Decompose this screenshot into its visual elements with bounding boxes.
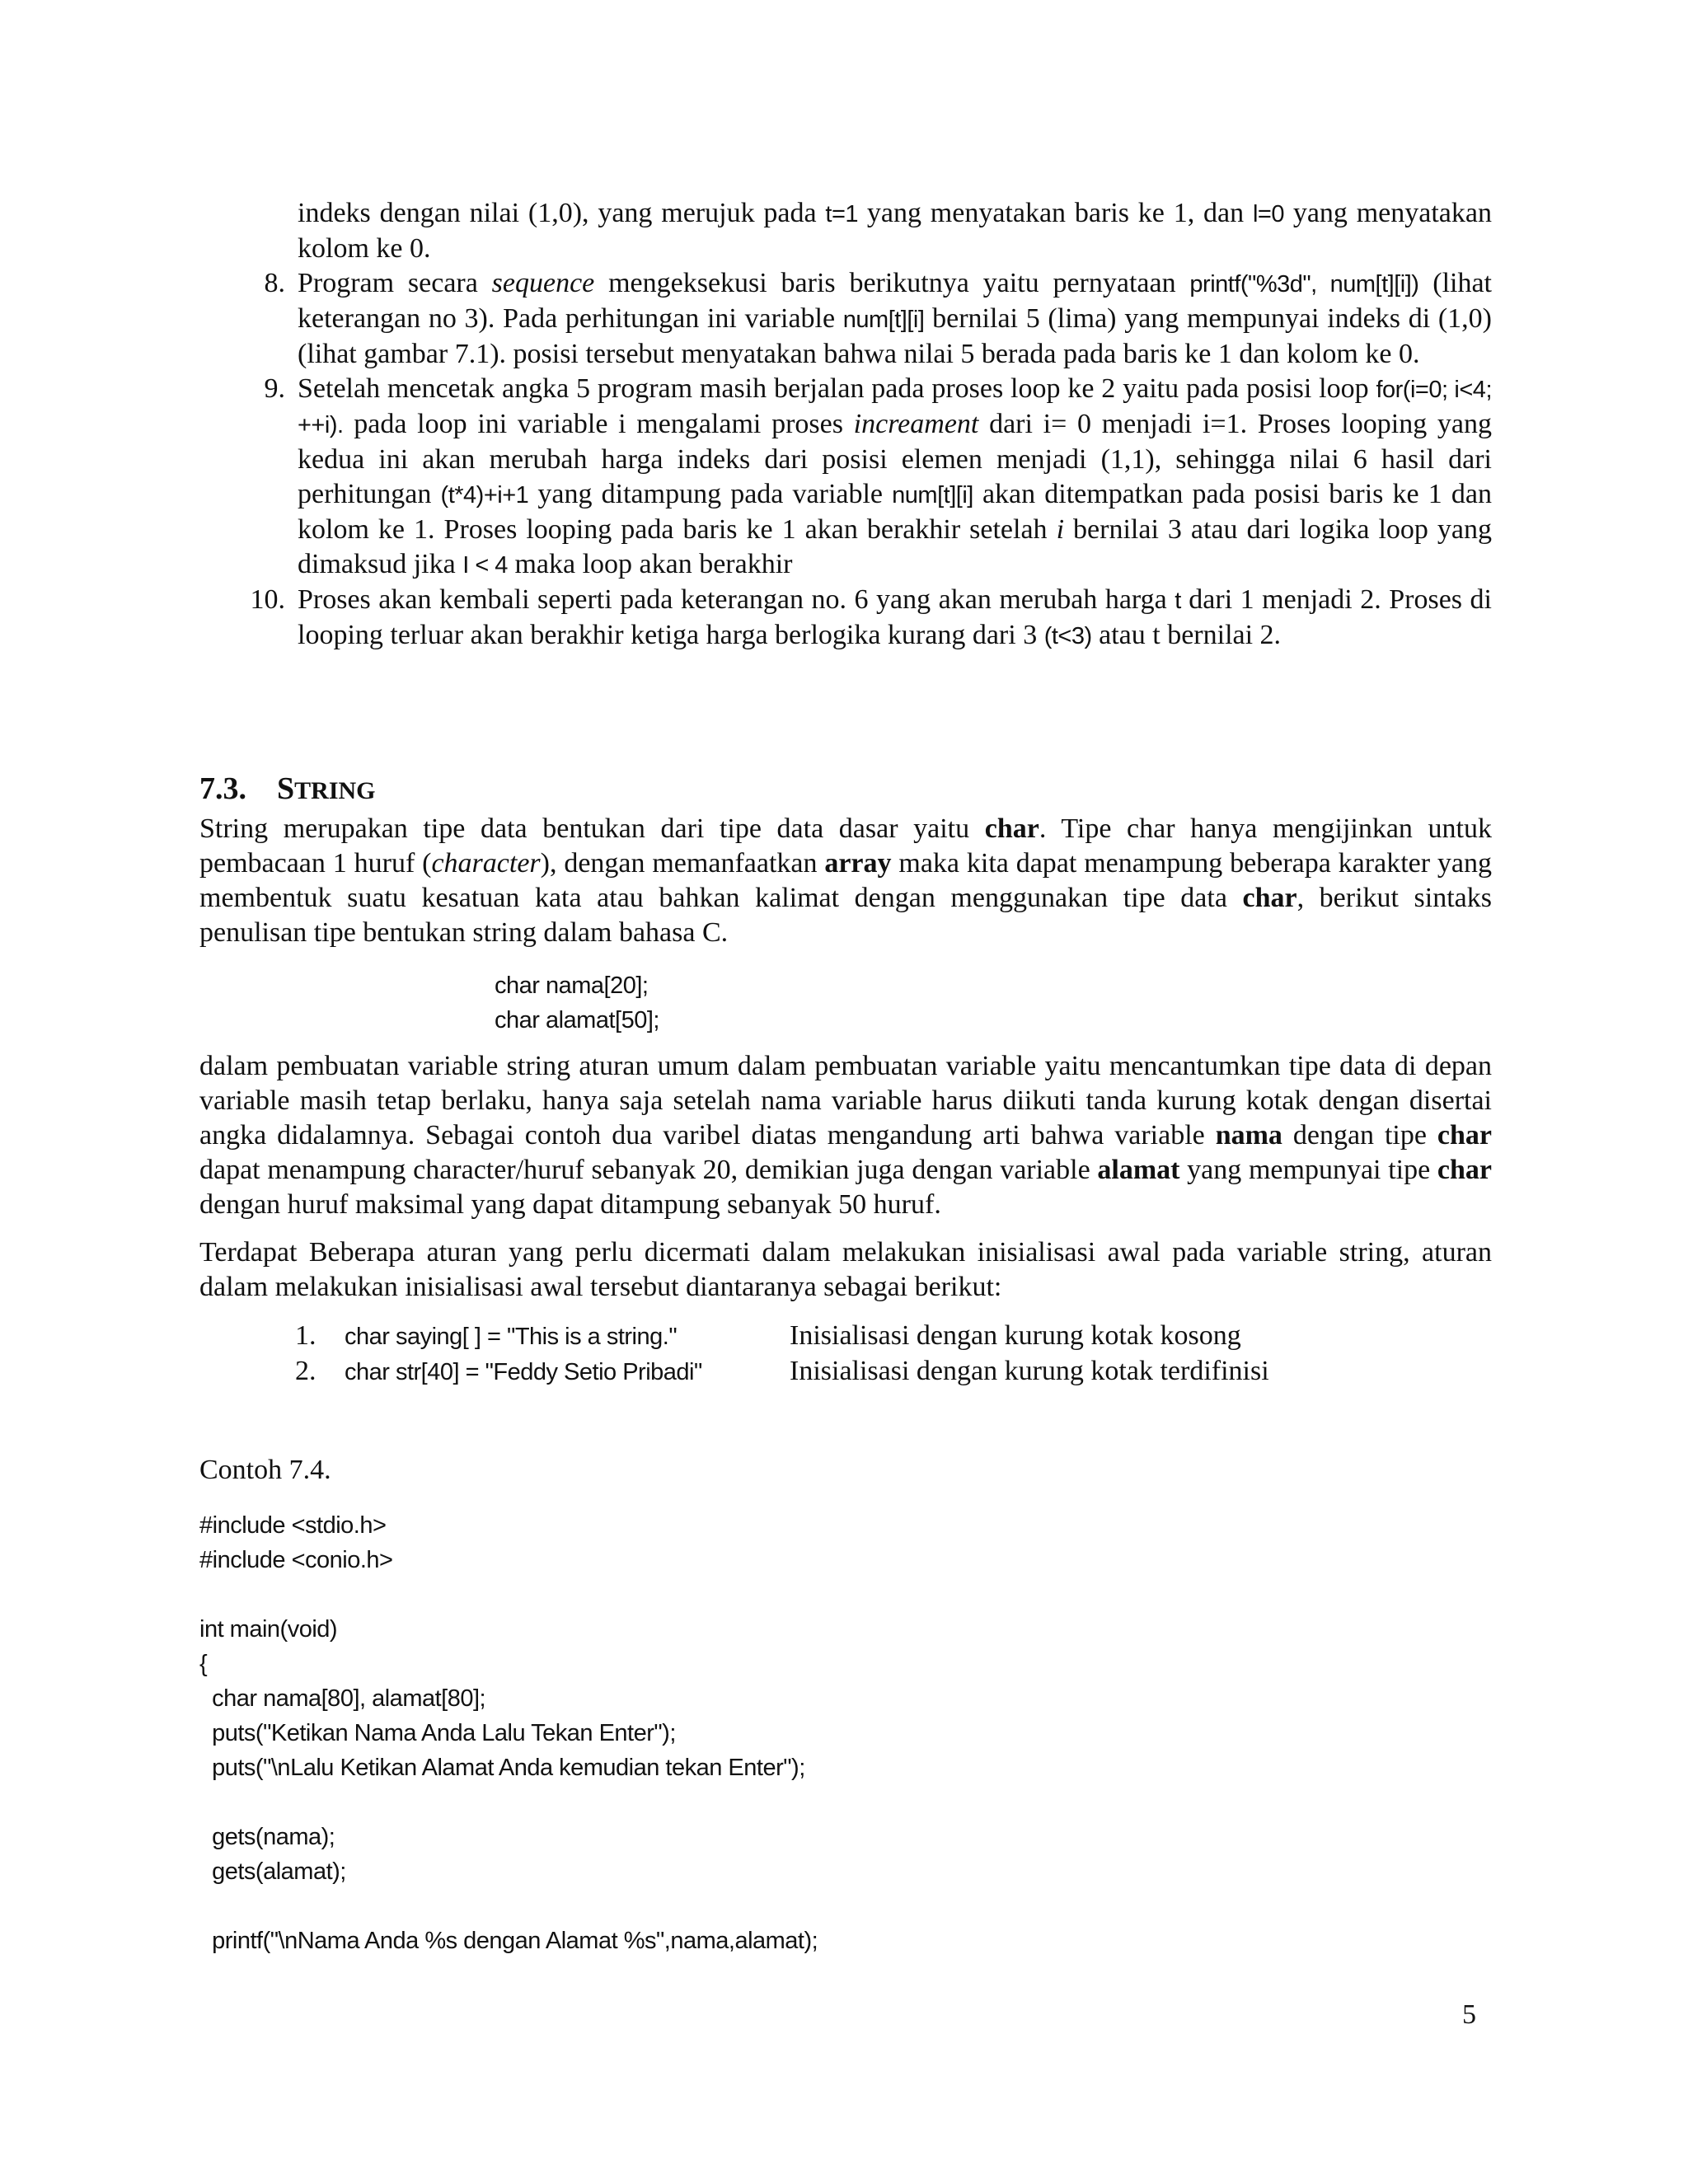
declaration-line: char alamat[50]; [495,1007,659,1033]
initialization-item [295,1354,1269,1390]
section-number: 7.3. [199,771,246,806]
list-item-number: 8. [264,268,285,298]
page-number: 5 [1462,1999,1476,2030]
numbered-explanation-list [237,196,1492,654]
paragraph-text-run: , berikut sintaks penulisan tipe bentukan string dalam bahasa C. [199,883,1492,948]
list-item-text-run: l=0 [1252,201,1284,227]
section-title-rest: TRING [294,777,376,804]
code-line: { [199,1651,208,1677]
list-item-text-run: dari i= 0 menjadi i=1. Proses looping yang kedua ini akan merubah harga indeks dari posisi elemen menjadi (1,1), sehingga nilai 6 hasil dari perhitungan [298,409,1493,509]
paragraph-text-run: dalam pembuatan variable string aturan umum dalam pembuatan variable yaitu mencantumkan tipe data di depan variable masih tetap berlaku, hanya saja setelah nama variable harus diikuti tanda kurung kotak dengan disertai angka didalamnya. Sebagai contoh dua varibel diatas mengandung arti bahwa variable [199,1051,1492,1151]
code-line [199,1785,818,1820]
paragraph-init-rules: Terdapat Beberapa aturan yang perlu dicermati dalam melakukan inisialisasi awal pada variable string, aturan dalam melakukan inisialisasi awal tersebut diantaranya sebagai berikut: [199,1237,1492,1302]
list-item-text-run: yang menyatakan kolom ke 0. [298,198,1492,264]
code-line: int main(void) [199,1616,338,1643]
initialization-number: 1. [295,1320,316,1351]
initialization-code: char saying[ ] = "This is a string." [345,1324,678,1350]
paragraph-text-run: nama [1215,1120,1282,1151]
declaration-line: char nama[20]; [495,972,649,999]
paragraph-text-run: dengan huruf maksimal yang dapat ditampung sebanyak 50 huruf. [199,1189,941,1220]
code-line: char nama[80], alamat[80]; [199,1685,486,1712]
code-line [199,1577,818,1612]
list-item [237,583,1492,654]
initialization-code: char str[40] = "Feddy Setio Pribadi" [345,1359,702,1385]
paragraph-text-run: dapat menampung character/huruf sebanyak 20, demikian juga dengan variable [199,1155,1098,1185]
list-item [237,196,1492,266]
initialization-description: Inisialisasi dengan kurung kotak kosong [790,1320,1241,1351]
initialization-list [295,1319,1269,1390]
code-line [199,1889,818,1924]
list-item-text-run: Program secara [298,268,492,298]
list-item-text-run: printf("%3d", num[t][i]) [1189,271,1419,298]
paragraph-text-run: alamat [1097,1155,1180,1185]
list-item [237,266,1492,372]
list-item-text-run: yang ditampung pada variable [528,479,893,509]
paragraph-text-run: dengan tipe [1282,1120,1437,1151]
list-item-text-run: atau t bernilai 2. [1091,620,1282,650]
list-item-text-run: increament [853,409,979,439]
list-item-text-run: t [1175,588,1181,614]
list-item-text-run: indeks dengan nilai (1,0), yang merujuk pada [298,198,826,228]
list-item-text-run: yang menyatakan baris ke 1, dan [858,198,1253,228]
list-item-number: 9. [264,373,285,404]
code-example [199,1508,818,1958]
list-item-number: 10. [250,584,285,615]
declaration-code [495,968,659,1038]
list-item-text-run: Setelah mencetak angka 5 program masih berjalan pada proses loop ke 2 yaitu pada posisi loop [298,373,1376,404]
paragraph-text-run: . Tipe char hanya mengijinkan untuk pembacaan 1 huruf ( [199,813,1492,879]
code-line: puts("Ketikan Nama Anda Lalu Tekan Enter"); [199,1720,676,1746]
code-line: gets(nama); [199,1824,335,1850]
list-item-text-run: num[t][i] [892,482,973,509]
list-item-text-run: bernilai 5 (lima) yang mempunyai indeks di (1,0) (lihat gambar 7.1). posisi tersebut menyatakan bahwa nilai 5 berada pada baris ke 1 dan kolom ke 0. [298,303,1492,369]
list-item-text-run: dari 1 menjadi 2. Proses di looping terluar akan berakhir ketiga harga berlogika kurang dari 3 [298,584,1492,650]
list-item-text-run: akan ditempatkan pada posisi baris ke 1 dan kolom ke 1. Proses looping pada baris ke 1 akan berakhir setelah [298,479,1492,545]
paragraph-text-run: char [1437,1155,1492,1185]
list-item-text-run: (t*4)+i+1 [440,482,529,509]
list-item-text-run: I < 4 [462,552,508,579]
paragraph-text-run: char [984,813,1039,844]
list-item-text-run: (t<3) [1043,623,1092,649]
paragraph-text-run: character [431,848,541,879]
section-heading [199,771,376,807]
paragraph-text-run: char [1242,883,1297,913]
list-item-text-run: Proses akan kembali seperti pada keterangan no. 6 yang akan merubah harga [298,584,1175,615]
list-item-text-run: bernilai 3 atau dari logika loop yang dimaksud jika [298,514,1492,579]
list-item-text-run: (lihat keterangan no 3). Pada perhitungan ini variable [298,268,1492,334]
list-item-text-run: for(i=0; i<4; ++i). [298,377,1492,438]
list-item-text-run: pada loop ini variable i mengalami proses [343,409,854,439]
paragraph-text-run: array [824,848,892,879]
example-label: Contoh 7.4. [199,1455,331,1485]
list-item [237,372,1492,583]
initialization-item [295,1319,1269,1354]
paragraph-text-run: maka kita dapat menampung beberapa karakter yang membentuk suatu kesatuan kata atau bahkan kalimat dengan menggunakan tipe data [199,848,1492,913]
list-item-text-run: i [1056,514,1065,545]
paragraph-variable-rules [199,1049,1492,1222]
paragraph-text-run: String merupakan tipe data bentukan dari tipe data dasar yaitu [199,813,985,844]
code-line: gets(alamat); [199,1858,346,1885]
code-line: printf("\nNama Anda %s dengan Alamat %s",nama,alamat); [199,1928,818,1954]
list-item-text-run: maka loop akan berakhir [507,549,793,579]
paragraph-text-run: ), dengan memanfaatkan [540,848,825,879]
code-line: puts("\nLalu Ketikan Alamat Anda kemudian tekan Enter"); [199,1755,805,1781]
code-line: #include <stdio.h> [199,1512,387,1539]
section-title-first-letter: S [277,771,295,806]
list-item-text-run: sequence [491,268,595,298]
initialization-number: 2. [295,1356,316,1386]
paragraph-string-intro [199,812,1492,950]
code-line: #include <conio.h> [199,1547,393,1573]
list-item-text-run: num[t][i] [842,307,925,333]
list-item-text-run: t=1 [825,201,859,227]
initialization-description: Inisialisasi dengan kurung kotak terdifinisi [790,1356,1269,1386]
paragraph-text-run: yang mempunyai tipe [1179,1155,1437,1185]
list-item-text-run: mengeksekusi baris berikutnya yaitu pernyataan [594,268,1190,298]
paragraph-text-run: char [1437,1120,1492,1151]
